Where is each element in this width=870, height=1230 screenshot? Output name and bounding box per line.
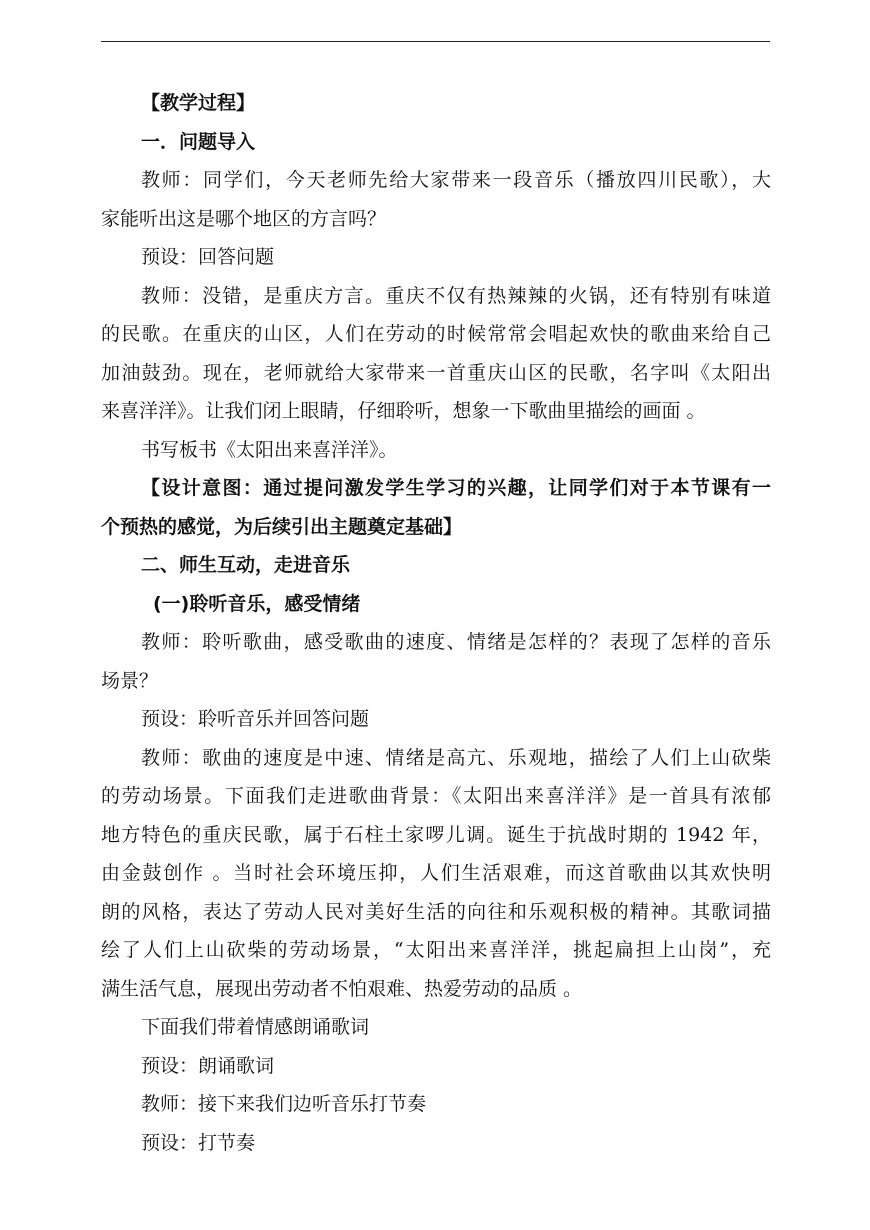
teaching-process-heading: 【教学过程】 bbox=[141, 92, 256, 114]
paragraph-line: 教师：歌曲的速度是中速、情绪是高亢、乐观地，描绘了人们上山砍柴 bbox=[141, 746, 771, 769]
paragraph-line: 绘了人们上山砍柴的劳动场景，“太阳出来喜洋洋，挑起扁担上山岗”，充 bbox=[101, 939, 771, 961]
subsection-1-title: (一)聆听音乐，感受情绪 bbox=[153, 592, 361, 615]
header-rule bbox=[101, 41, 770, 42]
paragraph-line: 预设：回答问题 bbox=[141, 246, 275, 268]
paragraph-line: 场景？ bbox=[101, 669, 159, 692]
paragraph-line: 书写板书《太阳出来喜洋洋》。 bbox=[141, 438, 398, 461]
paragraph-line: 地方特色的重庆民歌，属于石柱土家啰儿调。诞生于抗战时期的 1942 年， bbox=[101, 823, 771, 846]
paragraph-line: 满生活气息，展现出劳动者不怕艰难、热爱劳动的品质 。 bbox=[101, 977, 583, 1000]
paragraph-line: 来喜洋洋》。让我们闭上眼睛，仔细聆听，想象一下歌曲里描绘的画面 。 bbox=[101, 400, 706, 422]
document-body bbox=[101, 84, 771, 1162]
paragraph-line: 预设：打节奏 bbox=[141, 1131, 256, 1154]
design-intent-line: 【设计意图：通过提问激发学生学习的兴趣，让同学们对于本节课有一 bbox=[141, 477, 771, 499]
paragraph-line: 由金鼓创作 。当时社会环境压抑，人们生活艰难，而这首歌曲以其欢快明 bbox=[101, 862, 771, 884]
paragraph-line: 的劳动场景。下面我们走进歌曲背景：《太阳出来喜洋洋》是一首具有浓郁 bbox=[101, 785, 771, 807]
paragraph-line: 预设：朗诵歌词 bbox=[141, 1054, 275, 1077]
section-1-title: 一．问题导入 bbox=[141, 130, 256, 153]
paragraph-line: 下面我们带着情感朗诵歌词 bbox=[141, 1016, 370, 1038]
paragraph-line: 朗的风格，表达了劳动人民对美好生活的向往和乐观积极的精神。其歌词描 bbox=[101, 900, 771, 923]
paragraph-line: 加油鼓劲。现在，老师就给大家带来一首重庆山区的民歌，名字叫《太阳出 bbox=[101, 361, 771, 384]
paragraph-line: 教师：聆听歌曲，感受歌曲的速度、情绪是怎样的？表现了怎样的音乐 bbox=[141, 631, 771, 653]
paragraph-line: 家能听出这是哪个地区的方言吗？ bbox=[101, 207, 387, 230]
section-2-title: 二、师生互动，走进音乐 bbox=[141, 554, 351, 576]
paragraph-line: 教师：没错，是重庆方言。重庆不仅有热辣辣的火锅，还有特别有味道 bbox=[141, 284, 771, 307]
paragraph-line: 教师：同学们，今天老师先给大家带来一段音乐（播放四川民歌），大 bbox=[141, 169, 771, 191]
paragraph-line: 教师：接下来我们边听音乐打节奏 bbox=[141, 1093, 427, 1115]
paragraph-line: 预设：聆听音乐并回答问题 bbox=[141, 708, 370, 730]
paragraph-line: 的民歌。在重庆的山区，人们在劳动的时候常常会唱起欢快的歌曲来给自己 bbox=[101, 323, 771, 345]
design-intent-line: 个预热的感觉，为后续引出主题奠定基础】 bbox=[101, 515, 463, 538]
